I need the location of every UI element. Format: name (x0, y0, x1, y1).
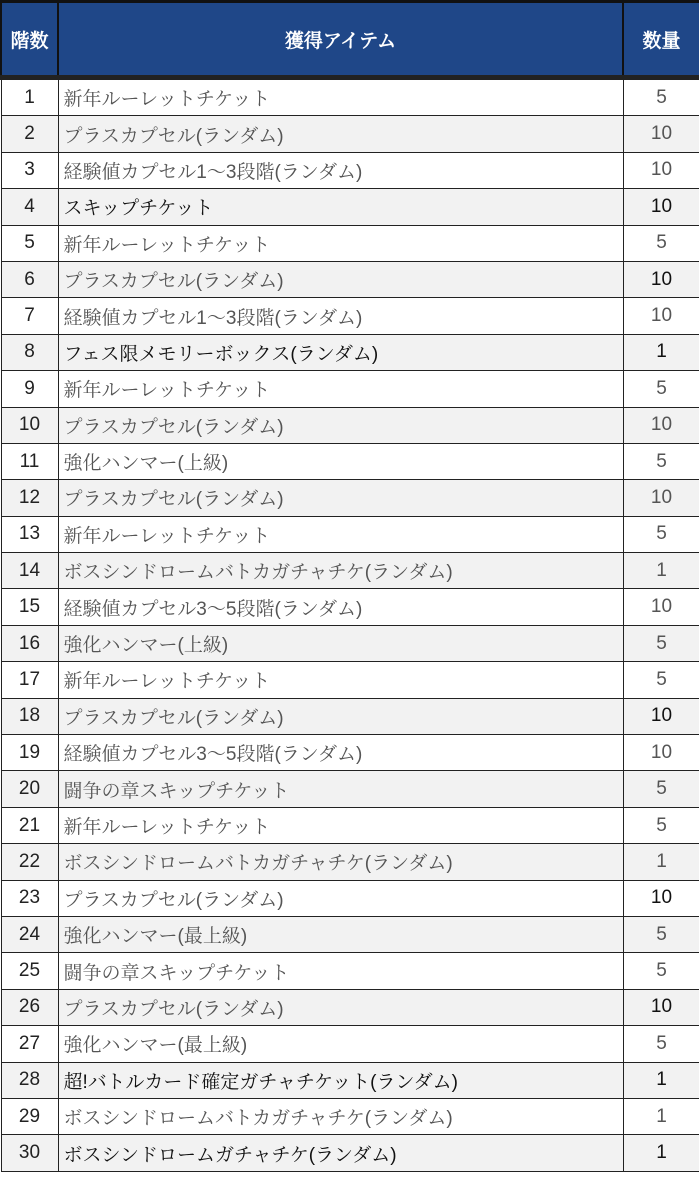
floor-cell: 18 (1, 698, 58, 734)
qty-cell: 10 (623, 152, 699, 188)
floor-cell: 15 (1, 589, 58, 625)
table-row (1, 698, 699, 734)
table-row (1, 152, 699, 188)
item-cell: 強化ハンマー(上級) (58, 625, 623, 661)
floor-cell: 8 (1, 334, 58, 370)
table-row (1, 880, 699, 916)
item-cell: 経験値カプセル3〜5段階(ランダム) (58, 589, 623, 625)
item-cell: ボスシンドロームバトカガチャチケ(ランダム) (58, 1098, 623, 1134)
item-cell: プラスカプセル(ランダム) (58, 698, 623, 734)
table-row (1, 553, 699, 589)
table-row (1, 1135, 699, 1171)
header-item: 獲得アイテム (58, 2, 623, 78)
qty-cell: 10 (623, 880, 699, 916)
table-row (1, 1026, 699, 1062)
qty-cell: 10 (623, 298, 699, 334)
floor-cell: 19 (1, 735, 58, 771)
qty-cell: 5 (623, 953, 699, 989)
floor-cell: 9 (1, 371, 58, 407)
qty-cell: 1 (623, 553, 699, 589)
floor-cell: 24 (1, 916, 58, 952)
table-row (1, 662, 699, 698)
floor-cell: 22 (1, 844, 58, 880)
table-row (1, 989, 699, 1025)
item-cell: ボスシンドロームバトカガチャチケ(ランダム) (58, 844, 623, 880)
item-cell: 強化ハンマー(上級) (58, 443, 623, 479)
qty-cell: 10 (623, 735, 699, 771)
floor-cell: 26 (1, 989, 58, 1025)
table-row (1, 78, 699, 116)
floor-cell: 14 (1, 553, 58, 589)
table-row (1, 771, 699, 807)
qty-cell: 10 (623, 189, 699, 225)
item-cell: 経験値カプセル3〜5段階(ランダム) (58, 735, 623, 771)
table-row (1, 1098, 699, 1134)
qty-cell: 5 (623, 916, 699, 952)
floor-cell: 2 (1, 116, 58, 152)
table-row (1, 516, 699, 552)
qty-cell: 5 (623, 371, 699, 407)
item-cell: ボスシンドロームバトカガチャチケ(ランダム) (58, 553, 623, 589)
qty-cell: 1 (623, 1062, 699, 1098)
floor-cell: 13 (1, 516, 58, 552)
floor-cell: 29 (1, 1098, 58, 1134)
item-cell: 闘争の章スキップチケット (58, 953, 623, 989)
floor-cell: 30 (1, 1135, 58, 1171)
qty-cell: 10 (623, 480, 699, 516)
floor-cell: 21 (1, 807, 58, 843)
qty-cell: 1 (623, 1135, 699, 1171)
item-cell: プラスカプセル(ランダム) (58, 989, 623, 1025)
item-cell: 経験値カプセル1〜3段階(ランダム) (58, 152, 623, 188)
item-cell: 新年ルーレットチケット (58, 371, 623, 407)
qty-cell: 10 (623, 698, 699, 734)
item-cell: 新年ルーレットチケット (58, 807, 623, 843)
qty-cell: 10 (623, 989, 699, 1025)
table-row (1, 189, 699, 225)
item-cell: 超!バトルカード確定ガチャチケット(ランダム) (58, 1062, 623, 1098)
table-row (1, 261, 699, 297)
table-row (1, 625, 699, 661)
table-row (1, 116, 699, 152)
floor-cell: 12 (1, 480, 58, 516)
item-cell: 経験値カプセル1〜3段階(ランダム) (58, 298, 623, 334)
floor-cell: 27 (1, 1026, 58, 1062)
header-qty: 数量 (623, 2, 699, 78)
table-row (1, 735, 699, 771)
table-row (1, 953, 699, 989)
table-row (1, 225, 699, 261)
floor-cell: 7 (1, 298, 58, 334)
item-cell: プラスカプセル(ランダム) (58, 407, 623, 443)
table-row (1, 407, 699, 443)
table-row (1, 371, 699, 407)
floor-cell: 6 (1, 261, 58, 297)
table-row (1, 807, 699, 843)
floor-cell: 20 (1, 771, 58, 807)
item-cell: 新年ルーレットチケット (58, 78, 623, 116)
floor-cell: 17 (1, 662, 58, 698)
qty-cell: 1 (623, 844, 699, 880)
item-cell: 闘争の章スキップチケット (58, 771, 623, 807)
floor-cell: 5 (1, 225, 58, 261)
floor-cell: 4 (1, 189, 58, 225)
table-row (1, 334, 699, 370)
item-cell: プラスカプセル(ランダム) (58, 880, 623, 916)
floor-cell: 16 (1, 625, 58, 661)
qty-cell: 5 (623, 443, 699, 479)
qty-cell: 10 (623, 407, 699, 443)
floor-cell: 28 (1, 1062, 58, 1098)
header-row (1, 2, 699, 78)
table-row (1, 298, 699, 334)
qty-cell: 5 (623, 225, 699, 261)
item-cell: プラスカプセル(ランダム) (58, 261, 623, 297)
table-row (1, 589, 699, 625)
qty-cell: 10 (623, 116, 699, 152)
qty-cell: 5 (623, 771, 699, 807)
floor-cell: 25 (1, 953, 58, 989)
floor-cell: 1 (1, 78, 58, 116)
table-row (1, 1062, 699, 1098)
item-cell: 強化ハンマー(最上級) (58, 1026, 623, 1062)
qty-cell: 5 (623, 662, 699, 698)
table-row (1, 916, 699, 952)
qty-cell: 5 (623, 1026, 699, 1062)
qty-cell: 1 (623, 334, 699, 370)
floor-cell: 3 (1, 152, 58, 188)
qty-cell: 5 (623, 625, 699, 661)
floor-cell: 11 (1, 443, 58, 479)
floor-cell: 10 (1, 407, 58, 443)
floor-cell: 23 (1, 880, 58, 916)
header-floor: 階数 (1, 2, 58, 78)
qty-cell: 10 (623, 261, 699, 297)
table-row (1, 443, 699, 479)
qty-cell: 5 (623, 516, 699, 552)
item-cell: スキップチケット (58, 189, 623, 225)
item-cell: ボスシンドロームガチャチケ(ランダム) (58, 1135, 623, 1171)
qty-cell: 1 (623, 1098, 699, 1134)
table-row (1, 480, 699, 516)
item-cell: フェス限メモリーボックス(ランダム) (58, 334, 623, 370)
table-row (1, 844, 699, 880)
qty-cell: 5 (623, 807, 699, 843)
qty-cell: 10 (623, 589, 699, 625)
qty-cell: 5 (623, 78, 699, 116)
item-cell: 新年ルーレットチケット (58, 516, 623, 552)
item-cell: プラスカプセル(ランダム) (58, 480, 623, 516)
item-cell: 新年ルーレットチケット (58, 662, 623, 698)
item-cell: 新年ルーレットチケット (58, 225, 623, 261)
item-cell: プラスカプセル(ランダム) (58, 116, 623, 152)
item-cell: 強化ハンマー(最上級) (58, 916, 623, 952)
